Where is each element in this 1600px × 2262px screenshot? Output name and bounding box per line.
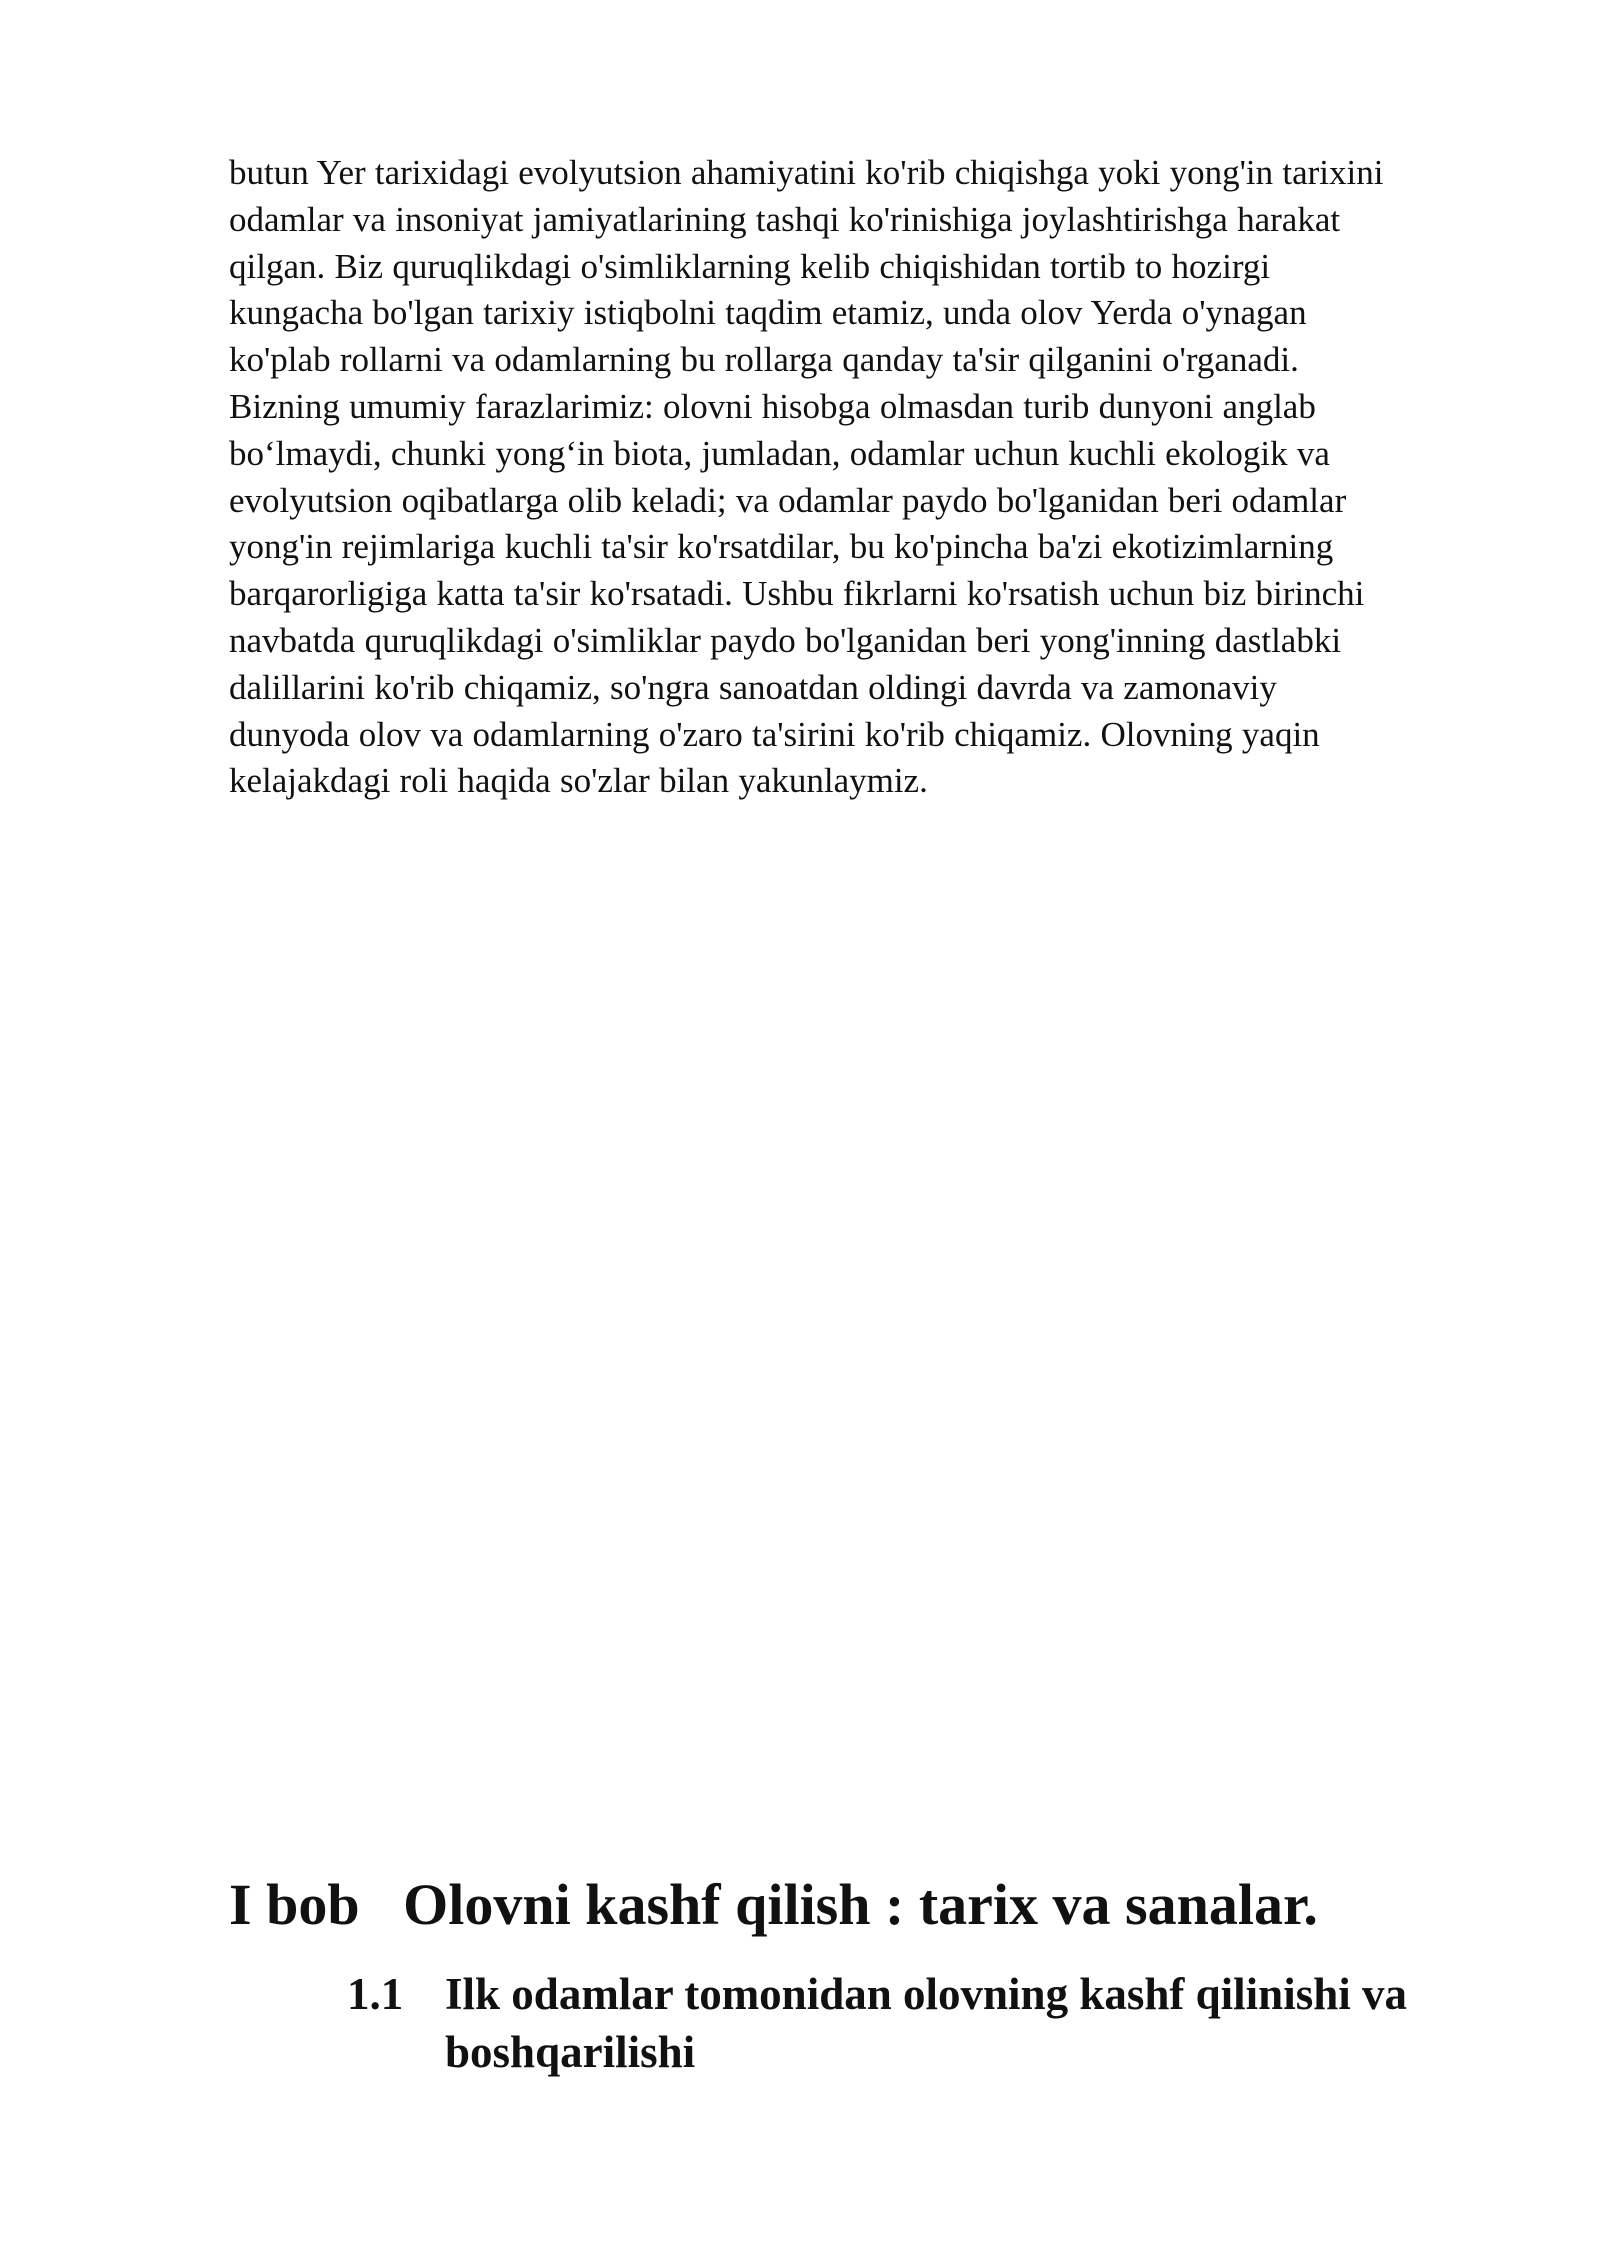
paragraph-line: navbatda quruqlikdagi o'simliklar paydo bo'lganidan beri yong'inning dastlabki	[229, 620, 1342, 660]
chapter-heading: I bob Olovni kashf qilish : tarix va sanalar.	[229, 1872, 1318, 1937]
section-title-line: boshqarilishi	[445, 2027, 696, 2077]
paragraph-line: bo‘lmaydi, chunki yong‘in biota, jumladan, odamlar uchun kuchli ekologik va	[229, 433, 1330, 473]
paragraph-line: odamlar va insoniyat jamiyatlarining tashqi ko'rinishiga joylashtirishga harakat	[229, 199, 1341, 239]
section-number: 1.1	[347, 1969, 404, 2019]
paragraph-line: barqarorligiga katta ta'sir ko'rsatadi. Ushbu fikrlarni ko'rsatish uchun biz birinchi	[229, 574, 1365, 614]
body-paragraph	[229, 150, 1529, 805]
paragraph-line: dunyoda olov va odamlarning o'zaro ta'sirini ko'rib chiqamiz. Olovning yaqin	[229, 714, 1320, 754]
section-title	[445, 1965, 1407, 2081]
paragraph-line: yong'in rejimlariga kuchli ta'sir ko'rsatdilar, bu ko'pincha ba'zi ekotizimlarning	[229, 527, 1334, 567]
paragraph-line: kelajakdagi roli haqida so'zlar bilan yakunlaymiz.	[229, 761, 928, 801]
section-title-line: Ilk odamlar tomonidan olovning kashf qilinishi va	[445, 1969, 1407, 2019]
paragraph-line: butun Yer tarixidagi evolyutsion ahamiyatini ko'rib chiqishga yoki yong'in tarixini	[229, 153, 1384, 192]
paragraph-line: evolyutsion oqibatlarga olib keladi; va odamlar paydo bo'lganidan beri odamlar	[229, 480, 1347, 520]
paragraph-line: kungacha bo'lgan tarixiy istiqbolni taqdim etamiz, unda olov Yerda o'ynagan	[229, 293, 1307, 333]
paragraph-line: qilgan. Biz quruqlikdagi o'simliklarning kelib chiqishidan tortib to hozirgi	[229, 246, 1271, 286]
paragraph-line: ko'plab rollarni va odamlarning bu rollarga qanday ta'sir qilganini o'rganadi.	[229, 340, 1299, 380]
section-heading	[347, 1965, 1547, 2081]
paragraph-line: dalillarini ko'rib chiqamiz, so'ngra sanoatdan oldingi davrda va zamonaviy	[229, 667, 1277, 707]
paragraph-line: Bizning umumiy farazlarimiz: olovni hisobga olmasdan turib dunyoni anglab	[229, 386, 1316, 426]
